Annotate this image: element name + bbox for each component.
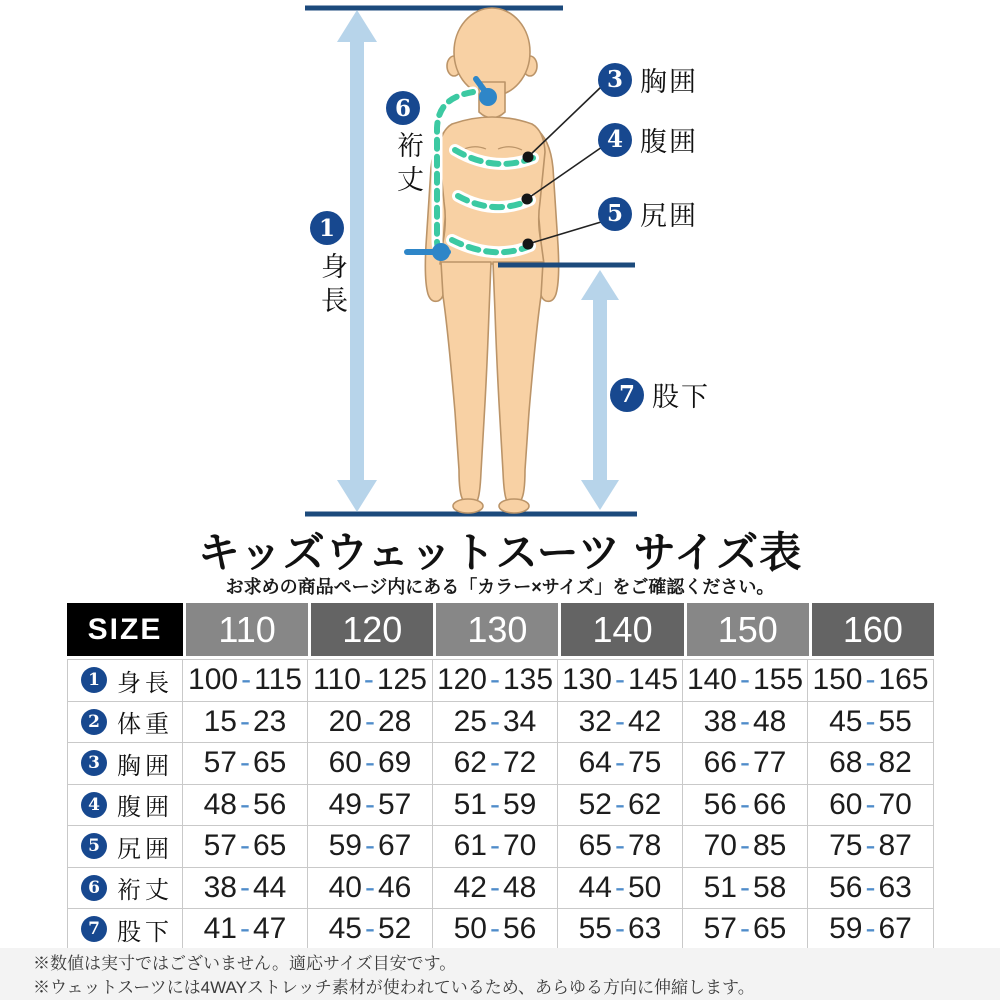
size-value-cell: 57 - 65 — [183, 743, 308, 784]
size-value-cell: 75 - 87 — [829, 829, 912, 863]
row-number-badge: 3 — [81, 750, 107, 776]
child-figure — [425, 8, 558, 513]
belly-callout — [598, 120, 698, 159]
size-value-cell: 40 - 46 — [308, 868, 433, 909]
row-label-cell — [68, 702, 183, 743]
page-title: キッズウェットスーツ サイズ表 — [197, 529, 803, 576]
table-row — [68, 743, 933, 785]
belly-number-badge: 4 — [598, 123, 632, 157]
row-label-text: 腹囲 — [117, 794, 173, 822]
row-label-text: 股下 — [117, 918, 173, 946]
size-value-cell: 44 - 50 — [558, 868, 683, 909]
row-label-cell — [68, 743, 183, 784]
size-value-cell: 52 - 62 — [558, 785, 683, 826]
inseam-label: 股下 — [652, 382, 710, 413]
size-table-body — [67, 659, 934, 951]
size-value-cell: 57 - 65 — [683, 909, 808, 950]
table-row — [68, 660, 933, 702]
size-value-cell: 65 - 78 — [558, 826, 683, 867]
chest-label: 胸囲 — [640, 67, 698, 98]
table-row — [68, 909, 933, 951]
neck-pin-dot — [479, 88, 497, 106]
size-value-cell: 48 - 56 — [183, 785, 308, 826]
row-label-cell — [68, 826, 183, 867]
table-row — [68, 868, 933, 910]
size-value-cell: 64 - 75 — [558, 743, 683, 784]
size-value-cell: 56 - 63 — [829, 870, 912, 904]
sleeve-number-badge: 6 — [386, 91, 420, 125]
inseam-callout — [610, 375, 710, 414]
size-value-cell: 60 - 69 — [308, 743, 433, 784]
size-value-cell: 41 - 47 — [183, 909, 308, 950]
size-value-cell: 42 - 48 — [433, 868, 558, 909]
size-value-cell: 56 - 66 — [683, 785, 808, 826]
chest-callout — [598, 60, 698, 99]
notes-footer — [0, 948, 1000, 1000]
hip-label: 尻囲 — [640, 201, 698, 232]
wrist-dot — [432, 243, 450, 261]
size-value-cell: 66 - 77 — [683, 743, 808, 784]
row-label-cell — [68, 909, 183, 950]
size-value-cell: 130 - 145 — [558, 660, 683, 701]
size-value-cell: 57 - 65 — [183, 826, 308, 867]
row-label-cell — [68, 868, 183, 909]
belly-label: 腹囲 — [640, 127, 698, 158]
row-number-badge: 7 — [81, 916, 107, 942]
row-number-badge: 6 — [81, 875, 107, 901]
height-number-badge: 1 — [310, 211, 344, 245]
size-value-cell: 15 - 23 — [183, 702, 308, 743]
hip-callout — [598, 194, 698, 233]
size-value-cell: 59 - 67 — [308, 826, 433, 867]
size-value-cell: 50 - 56 — [433, 909, 558, 950]
sleeve-label: 裄丈 — [392, 131, 423, 199]
row-label-cell — [68, 785, 183, 826]
row-number-badge: 1 — [81, 667, 107, 693]
size-table — [67, 603, 934, 951]
chest-number-badge: 3 — [598, 63, 632, 97]
size-value-cell: 25 - 34 — [433, 702, 558, 743]
note-line-1: ※数値は実寸ではございません。適応サイズ目安です。 — [33, 954, 457, 973]
size-value-cell: 55 - 63 — [558, 909, 683, 950]
size-value-cell: 120 - 135 — [433, 660, 558, 701]
page-subtitle: お求めの商品ページ内にある「カラー×サイズ」をご確認ください。 — [225, 577, 775, 597]
size-value-cell: 59 - 67 — [829, 912, 912, 946]
size-value-cell: 70 - 85 — [683, 826, 808, 867]
row-label-text: 裄丈 — [117, 877, 173, 905]
size-column-header-140: 140 — [561, 603, 683, 656]
row-label-cell — [68, 660, 183, 701]
row-label-text: 胸囲 — [117, 752, 173, 780]
inseam-number-badge: 7 — [610, 378, 644, 412]
size-value-cell: 100 - 115 — [183, 660, 308, 701]
row-label-text: 尻囲 — [117, 835, 173, 863]
row-label-text: 身長 — [117, 669, 173, 697]
size-value-cell: 68 - 82 — [829, 746, 912, 780]
size-value-cell: 110 - 125 — [308, 660, 433, 701]
size-value-cell: 51 - 58 — [683, 868, 808, 909]
size-value-cell: 38 - 48 — [683, 702, 808, 743]
size-value-cell: 20 - 28 — [308, 702, 433, 743]
size-column-header-160: 160 — [812, 603, 934, 656]
size-column-header-120: 120 — [311, 603, 433, 656]
size-value-cell: 45 - 52 — [308, 909, 433, 950]
size-value-cell: 150 - 165 — [812, 663, 929, 697]
size-value-cell: 32 - 42 — [558, 702, 683, 743]
size-value-cell: 60 - 70 — [829, 787, 912, 821]
size-table-header — [67, 603, 934, 656]
size-value-cell: 49 - 57 — [308, 785, 433, 826]
note-line-2: ※ウェットスーツには4WAYストレッチ素材が使われているため、あらゆる方向に伸縮します。 — [33, 978, 755, 997]
row-number-badge: 2 — [81, 709, 107, 735]
size-value-cell: 140 - 155 — [683, 660, 808, 701]
size-column-header-150: 150 — [687, 603, 809, 656]
size-column-header-110: 110 — [186, 603, 308, 656]
height-label: 身長 — [316, 252, 347, 320]
hip-number-badge: 5 — [598, 197, 632, 231]
size-header-cell: SIZE — [67, 603, 183, 656]
table-row — [68, 826, 933, 868]
size-value-cell: 38 - 44 — [183, 868, 308, 909]
size-value-cell: 45 - 55 — [829, 704, 912, 738]
row-label-text: 体重 — [117, 711, 173, 739]
size-value-cell: 62 - 72 — [433, 743, 558, 784]
table-row — [68, 785, 933, 827]
row-number-badge: 5 — [81, 833, 107, 859]
size-value-cell: 61 - 70 — [433, 826, 558, 867]
table-row — [68, 702, 933, 744]
size-column-header-130: 130 — [436, 603, 558, 656]
row-number-badge: 4 — [81, 792, 107, 818]
size-value-cell: 51 - 59 — [433, 785, 558, 826]
